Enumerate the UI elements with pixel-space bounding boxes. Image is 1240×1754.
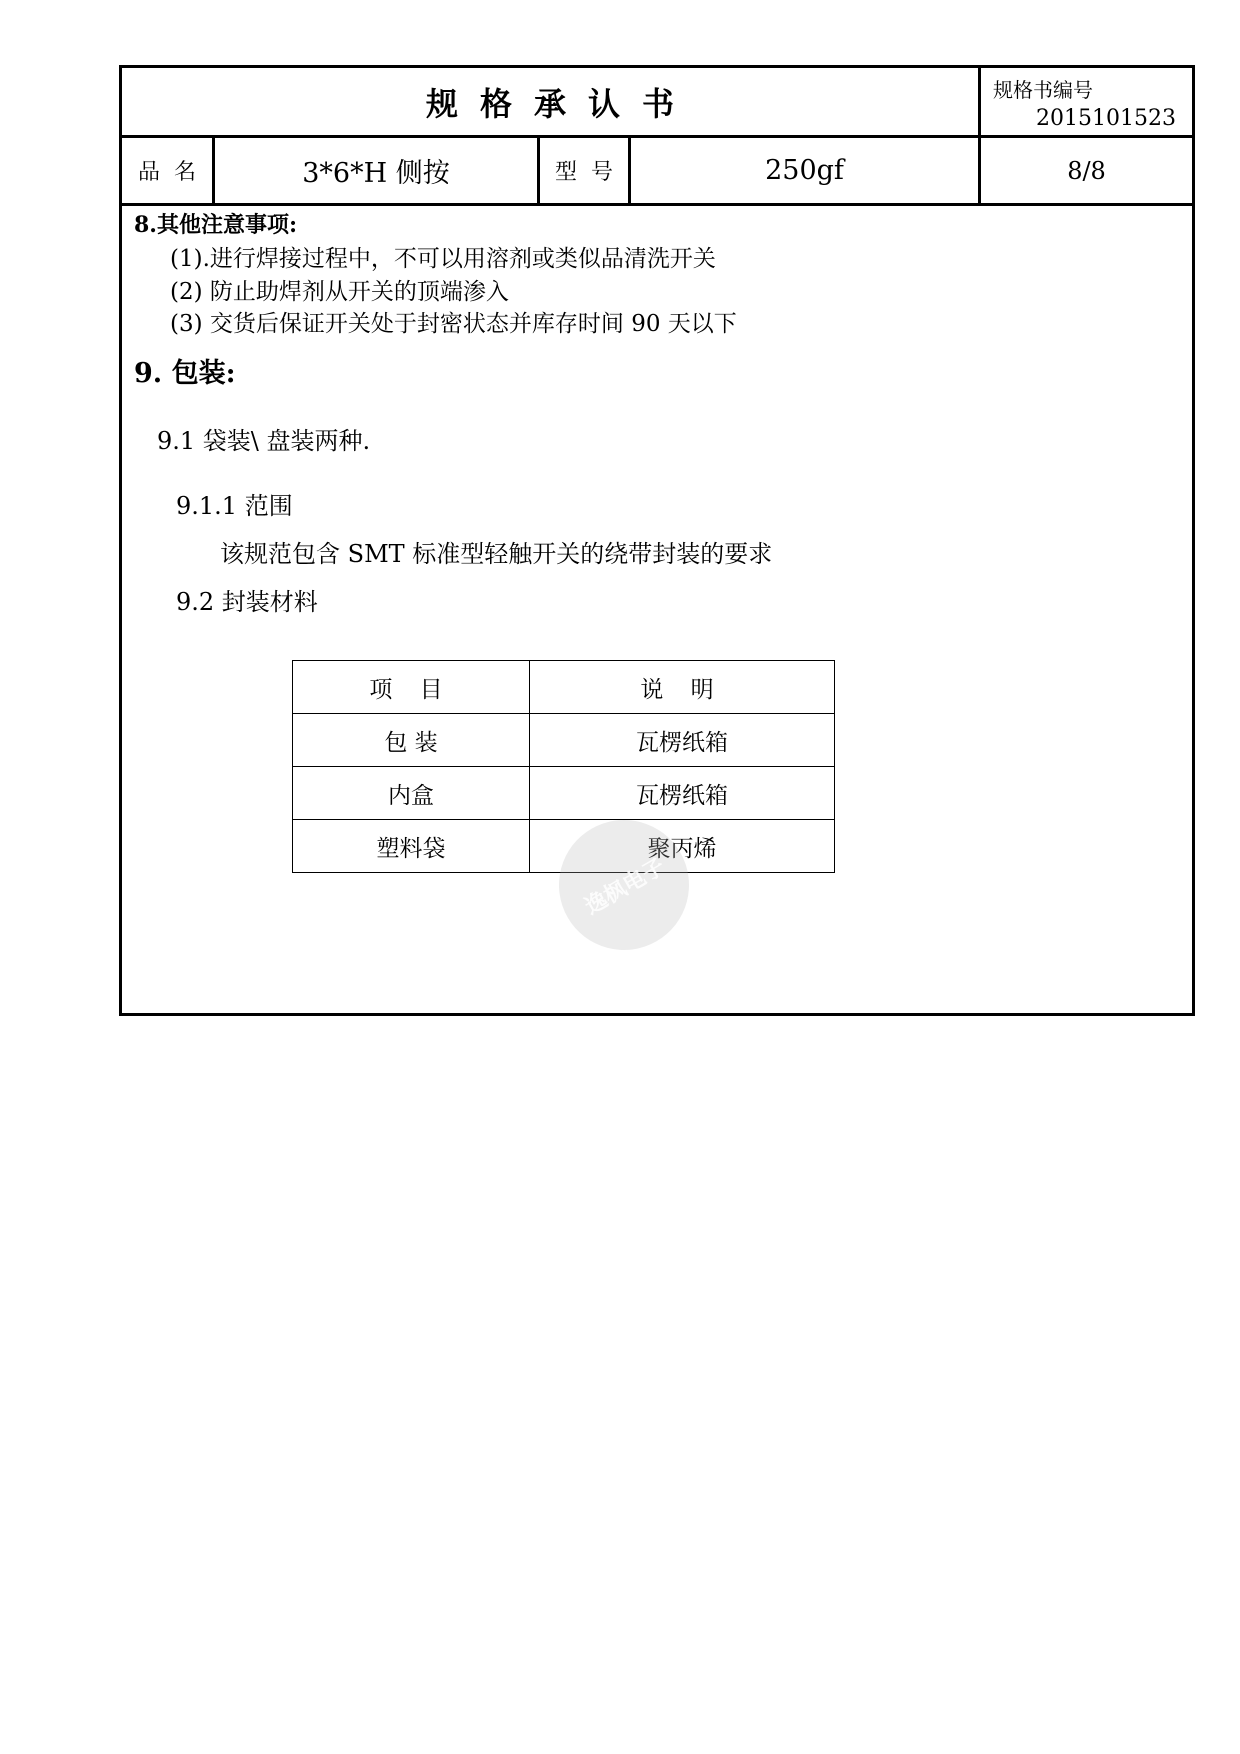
note-item: (3) 交货后保证开关处于封密状态并库存时间 90 天以下 (170, 311, 737, 337)
product-name-label: 品名 (137, 160, 210, 185)
table-header-cell: 说 明 (530, 661, 835, 714)
table-cell: 聚丙烯 (530, 820, 835, 873)
section-9-1: 9.1 袋装\ 盘装两种. (157, 427, 371, 455)
table-header-row (293, 661, 835, 714)
table-row (293, 767, 835, 820)
notes-title: 8.其他注意事项: (134, 212, 298, 238)
table-cell: 瓦楞纸箱 (530, 767, 835, 820)
spec-number-value: 2015101523 (1036, 106, 1176, 131)
watermark-text: 逸枫电子 (580, 853, 670, 920)
model-value: 250gf (765, 155, 844, 186)
table-cell: 包 装 (293, 714, 530, 767)
table-cell: 塑料袋 (293, 820, 530, 873)
table-cell: 内盒 (293, 767, 530, 820)
table-row (293, 714, 835, 767)
section-9-2-title: 9.2 封装材料 (176, 588, 318, 616)
packaging-title: 9. 包装: (134, 358, 236, 389)
page-number: 8/8 (1067, 156, 1106, 185)
spec-number-label: 规格书编号 (993, 78, 1093, 102)
section-9-1-1-text: 该规范包含 SMT 标准型轻触开关的绕带封装的要求 (220, 540, 773, 568)
note-item: (1).进行焊接过程中，不可以用溶剂或类似品清洗开关 (170, 246, 716, 272)
note-item: (2) 防止助焊剂从开关的顶端渗入 (170, 279, 509, 305)
header-row-title (122, 68, 1192, 138)
table-header-cell: 项 目 (293, 661, 530, 714)
section-9-1-1-title: 9.1.1 范围 (176, 492, 293, 520)
document-title: 规格承认书 (425, 84, 696, 123)
product-name-value: 3*6*H 侧按 (302, 158, 450, 189)
model-label: 型号 (554, 160, 627, 185)
header-row-product (122, 138, 1192, 206)
table-cell: 瓦楞纸箱 (530, 714, 835, 767)
materials-table (292, 660, 835, 873)
divider (978, 68, 981, 135)
